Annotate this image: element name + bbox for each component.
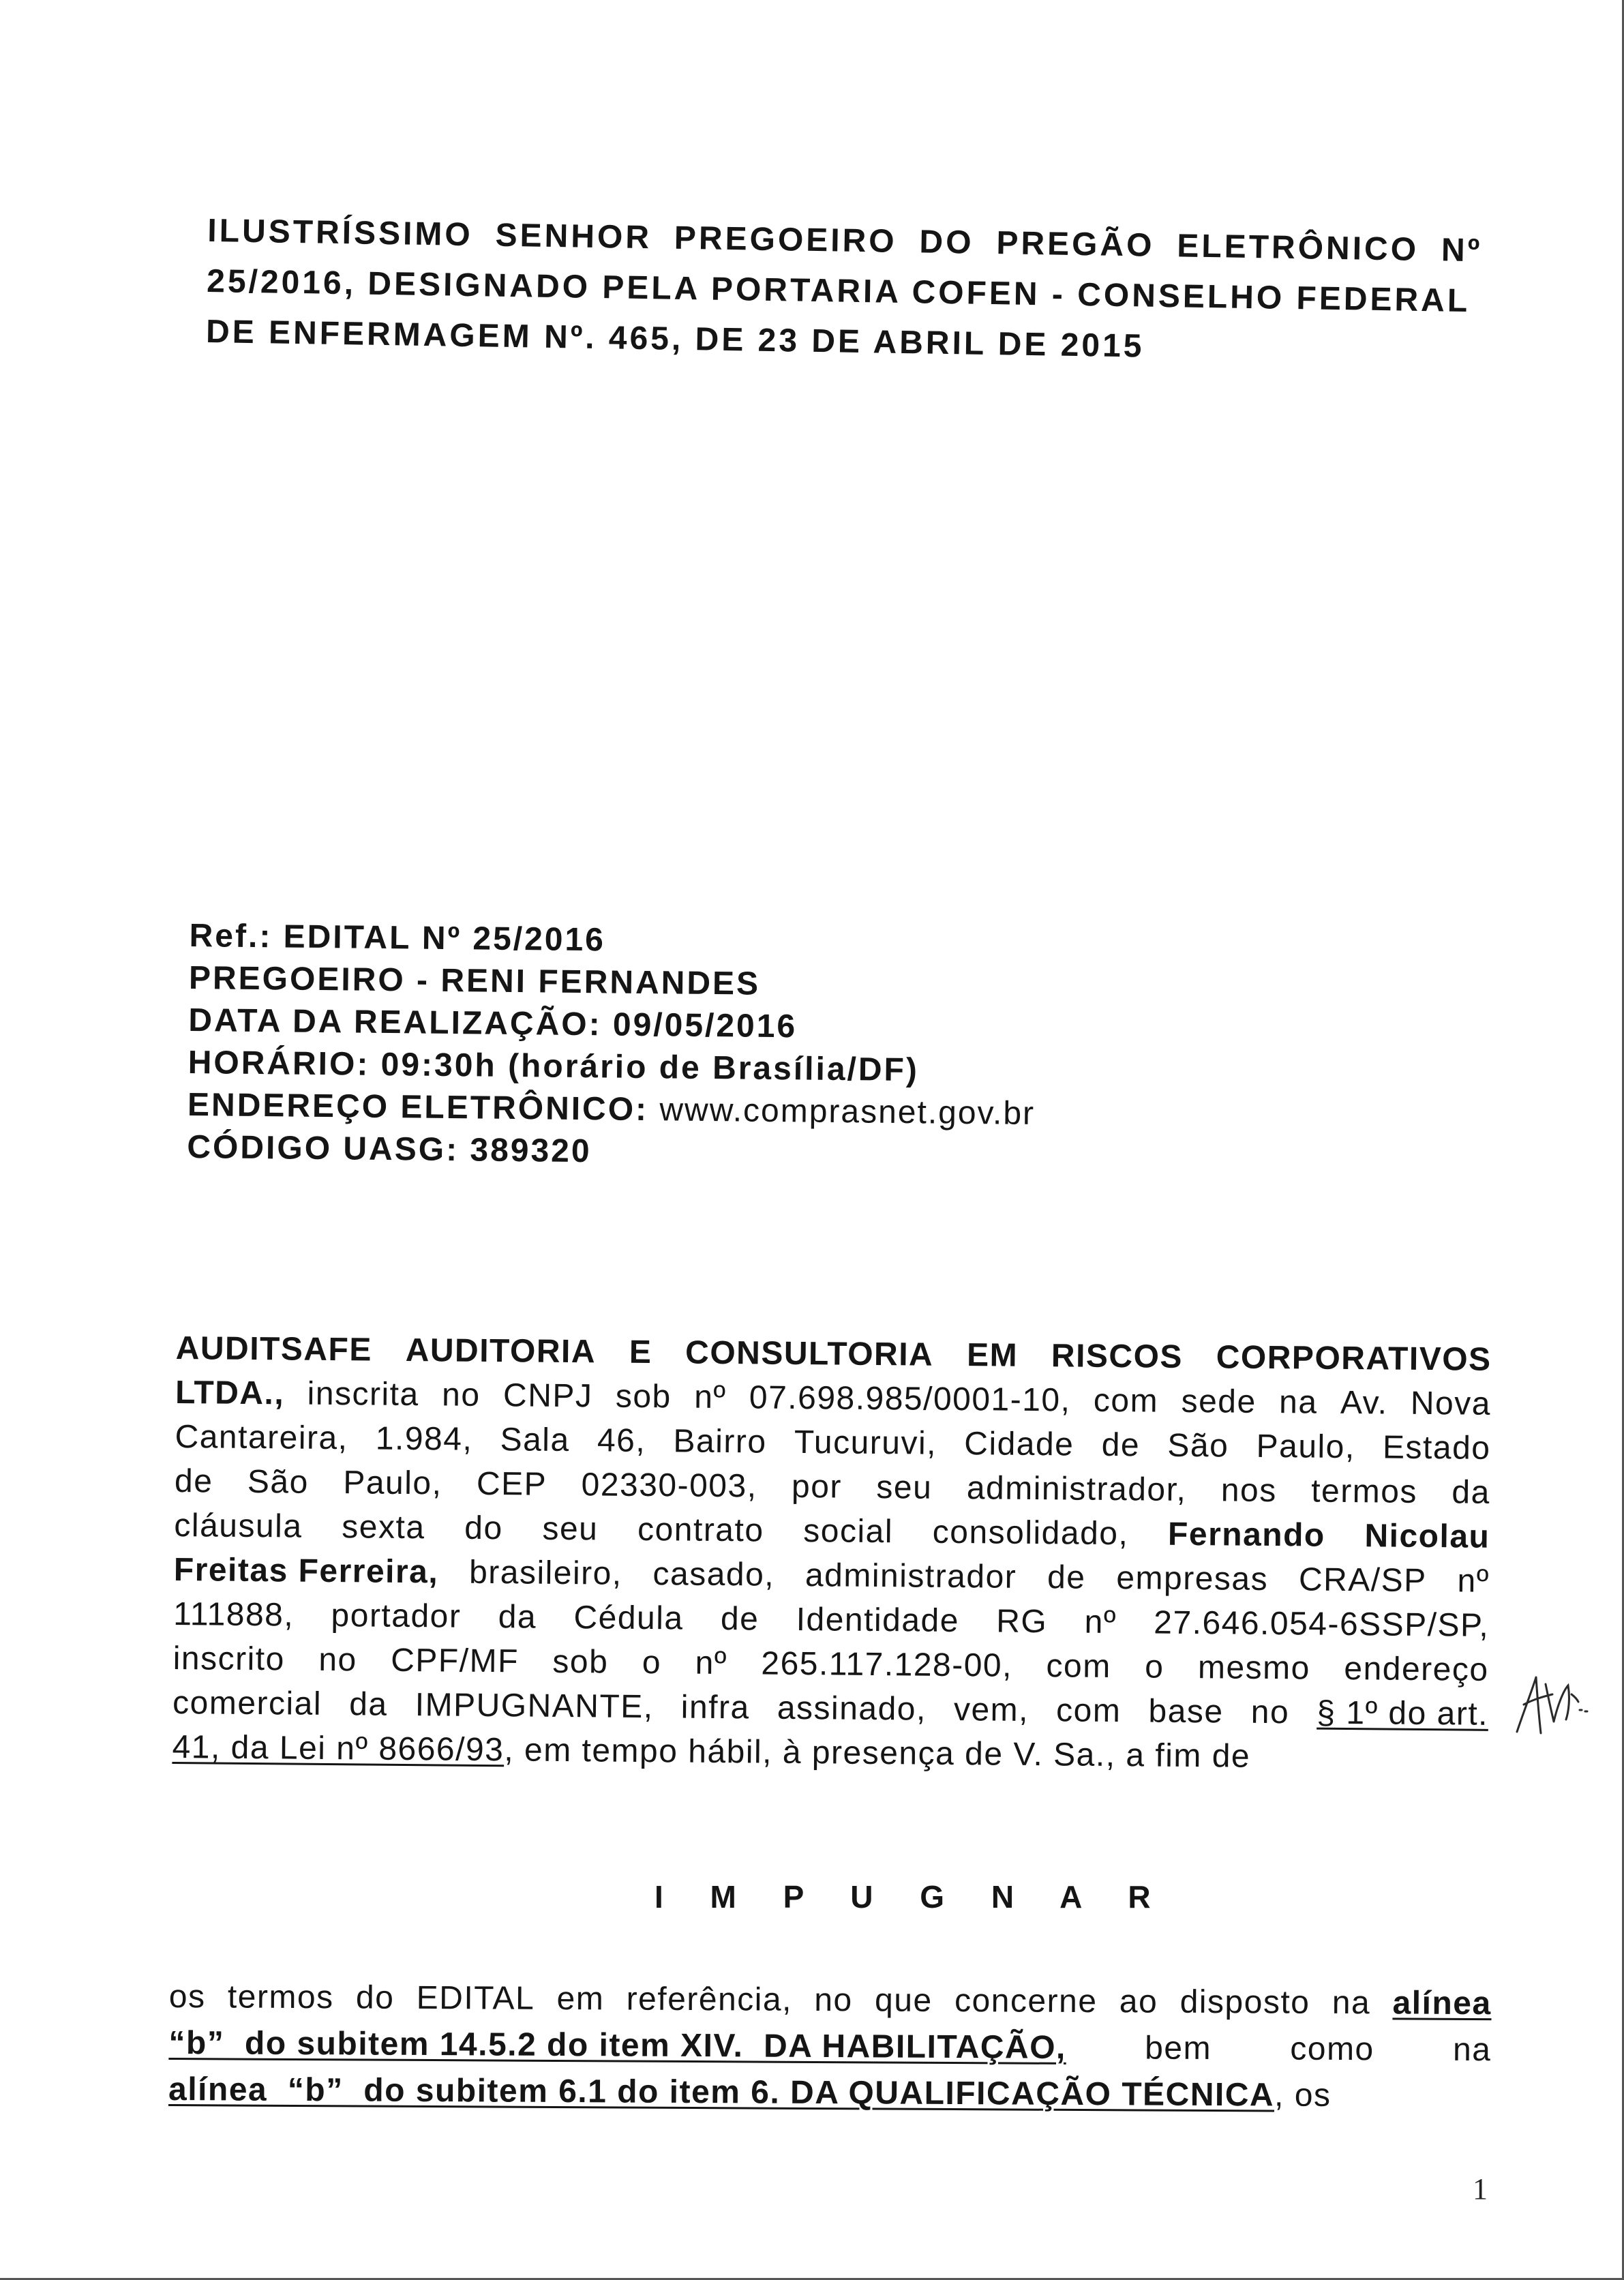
word: CORPORATIVOS xyxy=(1216,1339,1492,1378)
word: São xyxy=(247,1463,310,1501)
word: com xyxy=(1046,1648,1111,1685)
word: no xyxy=(318,1641,357,1679)
word: por xyxy=(791,1468,843,1505)
word: o xyxy=(1145,1649,1164,1685)
word: CPF/MF xyxy=(391,1642,520,1680)
word: no xyxy=(1250,1694,1290,1731)
impugnar-heading: I M P U G N A R xyxy=(655,1879,1170,1915)
word: da xyxy=(498,1599,537,1636)
word: Fernando xyxy=(1167,1516,1325,1554)
word: como xyxy=(1290,2030,1374,2068)
word: inscrita xyxy=(307,1375,419,1413)
word: 46, xyxy=(597,1422,646,1460)
word: termos xyxy=(227,1979,334,2016)
word: mesmo xyxy=(1197,1649,1311,1687)
word: Tucuruvi, xyxy=(794,1424,937,1462)
word: com xyxy=(1093,1382,1159,1420)
word: da xyxy=(348,1686,388,1723)
final-line xyxy=(169,1974,1492,2027)
ref-horario: HORÁRIO: 09:30h (horário de Brasília/DF) xyxy=(187,1044,920,1089)
word: ao xyxy=(1119,1983,1158,2020)
word: CEP xyxy=(476,1465,547,1503)
word: seu xyxy=(876,1469,933,1506)
word: EDITAL xyxy=(416,1979,535,2017)
word: endereço xyxy=(1344,1650,1489,1688)
header-word: SENHOR xyxy=(495,217,652,256)
word: do xyxy=(464,1510,503,1547)
addressee-header xyxy=(206,206,1483,377)
word: 1.984, xyxy=(375,1420,473,1458)
word: Cédula xyxy=(573,1600,684,1637)
ref-endereco-label: ENDEREÇO ELETRÔNICO: xyxy=(187,1086,649,1128)
word: nº xyxy=(1457,1563,1490,1600)
word: CRA/SP xyxy=(1298,1561,1427,1600)
word: nº xyxy=(1084,1604,1117,1641)
word: sob xyxy=(552,1643,609,1681)
word: Freitas Ferreira, xyxy=(173,1551,439,1591)
word: termos xyxy=(1311,1473,1418,1510)
word: de xyxy=(1047,1559,1086,1596)
word: empresas xyxy=(1116,1560,1269,1597)
ref-edital: Ref.: EDITAL Nº 25/2016 xyxy=(189,917,606,959)
word: São xyxy=(1167,1427,1229,1465)
word: nos xyxy=(1220,1472,1277,1510)
word: Cidade xyxy=(964,1426,1074,1463)
word: referência, xyxy=(626,1981,793,2018)
word: do xyxy=(355,1979,395,2016)
word: na xyxy=(1332,1984,1371,2022)
word: social xyxy=(803,1513,894,1550)
ref-uasg: CÓDIGO UASG: 389320 xyxy=(187,1128,592,1170)
word: administrador, xyxy=(966,1470,1187,1508)
word: inscrito xyxy=(172,1640,286,1678)
final-line xyxy=(168,2067,1491,2120)
header-word: ILUSTRÍSSIMO xyxy=(207,212,474,254)
handwritten-initials-icon xyxy=(1503,1657,1592,1745)
word: 27.646.054-6SSP/SP, xyxy=(1154,1604,1490,1644)
word: infra xyxy=(680,1689,750,1726)
ref-endereco-url: www.comprasnet.gov.br xyxy=(659,1092,1036,1132)
word: 265.117.128-00, xyxy=(761,1645,1013,1684)
word: comercial xyxy=(172,1684,322,1722)
impugnante-paragraph xyxy=(172,1326,1492,1781)
word: sexta xyxy=(342,1509,425,1546)
word: Paulo, xyxy=(343,1465,442,1502)
word: 07.698.985/0001-10, xyxy=(749,1379,1071,1419)
word: Estado xyxy=(1382,1429,1491,1467)
word: CNPJ xyxy=(502,1377,593,1415)
word: no xyxy=(441,1377,481,1413)
word: concerne xyxy=(954,1983,1098,2020)
body-text: , os xyxy=(1274,2077,1332,2114)
header-word: ELETRÔNICO xyxy=(1176,228,1419,268)
word: em xyxy=(556,1980,605,2017)
word: cláusula xyxy=(174,1507,303,1545)
word: vem, xyxy=(953,1691,1029,1728)
word: nº xyxy=(695,1645,728,1682)
word: EM xyxy=(966,1337,1019,1374)
word: na xyxy=(1452,2031,1492,2069)
reference-block xyxy=(187,915,1037,1178)
word: Av. xyxy=(1340,1384,1388,1422)
word: com xyxy=(1055,1692,1122,1730)
word: assinado, xyxy=(777,1690,927,1728)
word: AUDITORIA xyxy=(405,1332,597,1370)
final-line xyxy=(168,2020,1491,2073)
word: AUDITSAFE xyxy=(175,1330,373,1368)
ref-data: DATA DA REALIZAÇÃO: 09/05/2016 xyxy=(188,1002,798,1045)
word: Sala xyxy=(500,1422,570,1459)
word: Bairro xyxy=(673,1423,767,1460)
word: Nova xyxy=(1410,1385,1492,1422)
word: o xyxy=(642,1644,662,1681)
word: 02330-003, xyxy=(581,1467,757,1505)
word: da xyxy=(1452,1474,1491,1511)
word: CONSULTORIA xyxy=(685,1334,934,1373)
word: seu xyxy=(542,1510,599,1548)
header-line-2: 25/2016, DESIGNADO PELA PORTARIA COFEN - CONSELHO FEDERAL xyxy=(206,262,1471,320)
word: na xyxy=(1278,1384,1318,1421)
word: E xyxy=(629,1334,652,1371)
page-number: 1 xyxy=(1473,2172,1488,2206)
header-line-3: DE ENFERMAGEM Nº. 465, DE 23 DE ABRIL DE 2015 xyxy=(205,313,1145,365)
word: Identidade xyxy=(796,1601,960,1640)
edital-reference: alínea xyxy=(1392,1985,1492,2022)
word: RISCOS xyxy=(1051,1338,1184,1375)
word: sob xyxy=(615,1378,672,1415)
header-word: DO xyxy=(919,224,974,261)
word: Nicolau xyxy=(1364,1518,1490,1555)
word: no xyxy=(814,1981,853,2019)
word: 111888, xyxy=(173,1595,295,1634)
word: consolidado, xyxy=(932,1514,1129,1552)
word: os xyxy=(168,1979,206,2015)
word: RG xyxy=(996,1603,1048,1640)
ref-pregoeiro: PREGOEIRO - RENI FERNANDES xyxy=(188,959,761,1002)
word: de xyxy=(1101,1426,1141,1464)
header-word: PREGOEIRO xyxy=(674,220,898,260)
word: Cantareira, xyxy=(175,1418,348,1457)
word: casado, xyxy=(652,1556,775,1593)
word: de xyxy=(174,1462,213,1500)
word: que xyxy=(874,1982,933,2019)
legal-reference: § 1º do art. xyxy=(1317,1694,1489,1732)
header-word: PREGÃO xyxy=(996,225,1155,264)
edital-reference: “b” do subitem 14.5.2 do item XIV. DA HABILITAÇÃO, xyxy=(168,2024,1066,2066)
word: disposto xyxy=(1179,1983,1310,2021)
word: contrato xyxy=(637,1511,764,1549)
header-word: Nº xyxy=(1441,232,1483,269)
word: LTDA., xyxy=(175,1374,285,1412)
word: IMPUGNANTE, xyxy=(415,1687,654,1726)
word: brasileiro, xyxy=(468,1554,622,1592)
word: bem xyxy=(1145,2030,1212,2067)
word: portador xyxy=(331,1597,462,1635)
word: base xyxy=(1148,1693,1224,1730)
edital-reference: alínea “b” do subitem 6.1 do item 6. DA QUALIFICAÇÃO TÉCNICA xyxy=(168,2071,1275,2114)
word: nº xyxy=(693,1379,727,1416)
word: sede xyxy=(1181,1383,1257,1420)
word: administrador xyxy=(805,1557,1017,1595)
word: Paulo, xyxy=(1256,1428,1355,1466)
final-paragraph xyxy=(168,1974,1492,2120)
word: de xyxy=(720,1600,760,1638)
legal-reference: 41, da Lei nº 8666/93 xyxy=(172,1728,505,1769)
body-text: , em tempo hábil, à presença de V. Sa., a fim de xyxy=(504,1732,1251,1775)
